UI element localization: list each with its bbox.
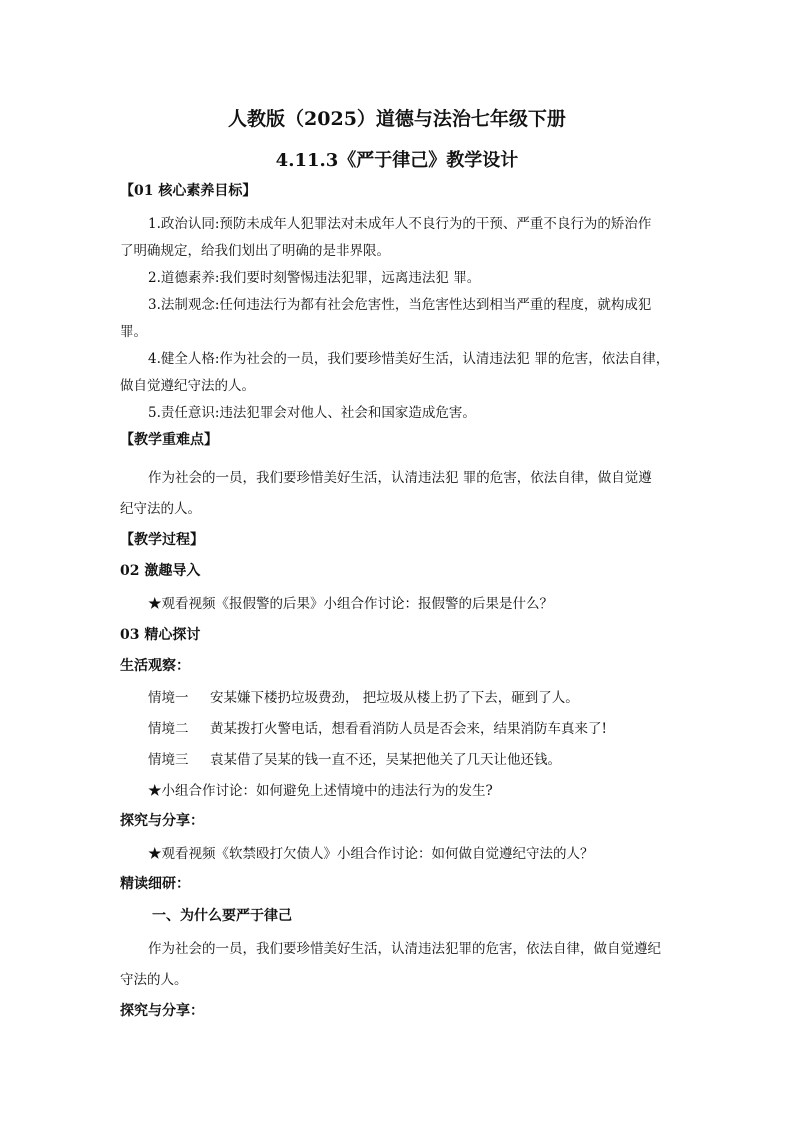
section-heading-goals: 【01 核心素养目标】: [120, 183, 257, 199]
video-2-task: ★观看视频《软禁殴打欠债人》小组合作讨论：如何做自觉遵纪守法的人？: [148, 846, 594, 862]
doc-subtitle: 4.11.3《严于律己》教学设计: [275, 150, 519, 171]
scenario-3-label: 情境三: [148, 752, 189, 768]
goal-4-line-2: 做自觉遵纪守法的人。: [120, 378, 255, 394]
scenario-2-label: 情境二: [148, 721, 189, 737]
answer-1-line-2: 守法的人。: [120, 972, 188, 988]
section-heading-key-points: 【教学重难点】: [120, 432, 218, 448]
scenario-2: [148, 717, 676, 737]
scenario-3: [148, 748, 676, 768]
goal-4-line-1: 4.健全人格:作为社会的一员，我们要珍惜美好生活，认清违法犯 罪的危害，依法自律，: [148, 351, 670, 367]
group-discussion: ★小组合作讨论：如何避免上述情境中的违法行为的发生?: [148, 783, 493, 799]
doc-title: 人教版（2025）道德与法治七年级下册: [228, 108, 566, 130]
answer-1-line-1: 作为社会的一员，我们要珍惜美好生活，认清违法犯罪的危害，依法自律，做自觉遵纪: [148, 941, 661, 957]
key-points-line-1: 作为社会的一员，我们要珍惜美好生活，认清违法犯 罪的危害，依法自律，做自觉遵: [148, 470, 652, 486]
subheading-explore: 03 精心探讨: [120, 627, 201, 643]
goal-3-line-2: 罪。: [120, 324, 147, 340]
question-1-heading: 一、为什么要严于律己: [152, 908, 292, 924]
key-points-line-2: 纪守法的人。: [120, 501, 201, 517]
scenario-1-text: 安某嫌下楼扔垃圾费劲， 把垃圾从楼上扔了下去，砸到了人。: [210, 690, 579, 706]
life-observation-label: 生活观察：: [120, 658, 190, 674]
close-reading-label: 精读细研：: [120, 876, 190, 892]
scenario-3-text: 袁某借了吴某的钱一直不还，吴某把他关了几天让他还钱。: [210, 752, 561, 768]
scenario-1-label: 情境一: [148, 690, 189, 706]
video-1-task: ★观看视频《报假警的后果》小组合作讨论：报假警的后果是什么？: [148, 596, 553, 612]
explore-share-label-1: 探究与分享：: [120, 813, 204, 829]
goal-5: 5.责任意识:违法犯罪会对他人、社会和国家造成危害。: [148, 405, 476, 421]
goal-1-line-2: 了明确规定，给我们划出了明确的是非界限。: [120, 243, 390, 259]
goal-2: 2.道德素养:我们要时刻警惕违法犯罪，远离违法犯 罪。: [148, 270, 481, 286]
goal-1-line-1: 1.政治认同:预防未成年人犯罪法对未成年人不良行为的干预、严重不良行为的矫治作: [148, 216, 652, 232]
section-heading-process: 【教学过程】: [120, 532, 204, 548]
explore-share-label-2: 探究与分享：: [120, 1003, 204, 1019]
scenario-2-text: 黄某拨打火警电话，想看看消防人员是否会来，结果消防车真来了!: [210, 721, 607, 737]
goal-3-line-1: 3.法制观念:任何违法行为都有社会危害性，当危害性达到相当严重的程度，就构成犯: [148, 297, 652, 313]
scenario-1: [148, 686, 676, 706]
subheading-intro: 02 激趣导入: [120, 563, 201, 579]
